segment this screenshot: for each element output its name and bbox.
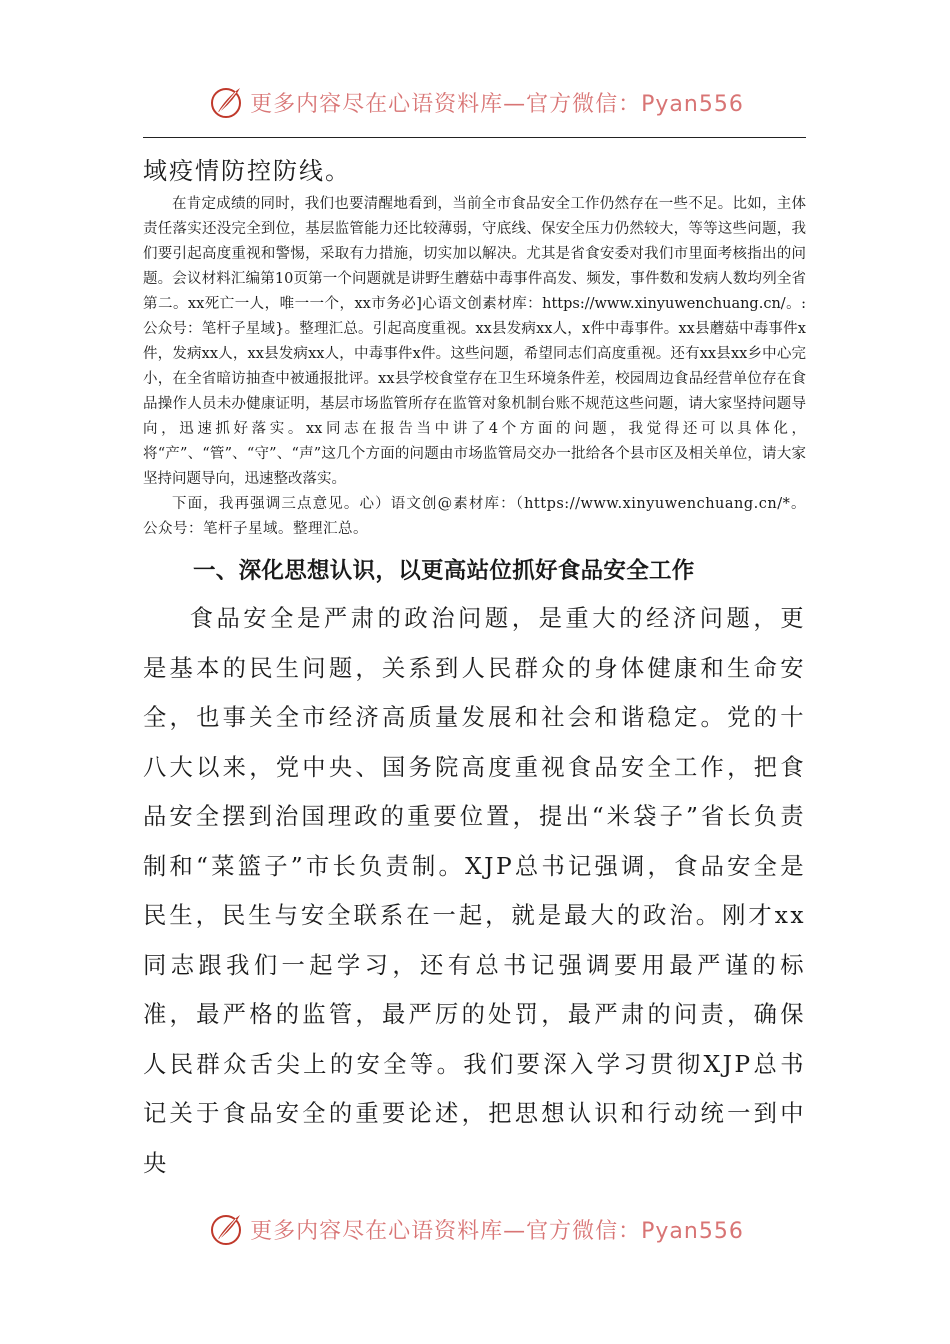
watermark-footer xyxy=(0,1207,950,1251)
quill-circle-logo xyxy=(206,1209,246,1249)
watermark-text: 更多内容尽在心语资料库—官方微信：Pyan556 xyxy=(250,1218,744,1244)
quill-circle-logo xyxy=(206,82,246,122)
header-divider xyxy=(143,137,806,138)
paragraph-1: 在肯定成绩的同时，我们也要清醒地看到，当前全市食品安全工作仍然存在一些不足。比如，主体责任落实还没完全到位，基层监管能力还比较薄弱，守底线、保安全压力仍然较大，等等这些问题，我们要引起高度重视和警惕，采取有力措施，切实加以解决。尤其是省食安委对我们市里面考核指出的问题。会议材料汇编第10页第一个问题就是讲野生蘑菇中毒事件高发、频发，事件数和发病人数均列全省第二。xx死亡一人，唯一一个，xx市务必]心语文创素材库：https://www.xinyuwenchuang.cn/。:公众号：笔杆子星域}。整理汇总。引起高度重视。xx县发病xx人，x件中毒事件。xx县蘑菇中毒事件x件，发病xx人，xx县发病xx人，中毒事件x件。这些问题，希望同志们高度重视。还有xx县xx乡中心完小，在全省暗访抽查中被通报批评。xx县学校食堂存在卫生环境条件差，校园周边食品经营单位存在食品操作人员未办健康证明，基层市场监管所存在监管对象机制台账不规范这些问题，请大家坚持问题导向，迅速抓好落实。xx同志在报告当中讲了4个方面的问题，我觉得还可以具体化，将“产”、“管”、“守”、“声”这几个方面的问题由市场监管局交办一批给各个县市区及相关单位，请大家坚持问题导向，迅速整改落实。 xyxy=(143,196,806,487)
section-heading-1: 一、深化思想认识，以更高站位抓好食品安全工作 xyxy=(193,558,695,584)
paragraph-3: 食品安全是严肃的政治问题，是重大的经济问题，更是基本的民生问题，关系到人民群众的身体健康和生命安全，也事关全市经济高质量发展和社会和谐稳定。党的十八大以来，党中央、国务院高度重视食品安全工作，把食品安全摆到治国理政的重要位置，提出“米袋子”省长负责制和“菜篮子”市长负责制。XJP总书记强调，食品安全是民生，民生与安全联系在一起，就是最大的政治。刚才xx同志跟我们一起学习，还有总书记强调要用最严谨的标准，最严格的监管，最严厉的处罚，最严肃的问责，确保人民群众舌尖上的安全等。我们要深入学习贯彻XJP总书记关于食品安全的重要论述，把思想认识和行动统一到中央 xyxy=(143,605,806,1177)
document-body xyxy=(143,150,806,1188)
watermark-text: 更多内容尽在心语资料库—官方微信：Pyan556 xyxy=(250,91,744,117)
continuation-line: 域疫情防控防线。 xyxy=(143,157,351,185)
watermark-header xyxy=(0,80,950,124)
paragraph-2: 下面，我再强调三点意见。心）语文创@素材库：（https://www.xinyuwenchuang.cn/*。公众号：笔杆子星域。整理汇总。 xyxy=(143,496,806,537)
